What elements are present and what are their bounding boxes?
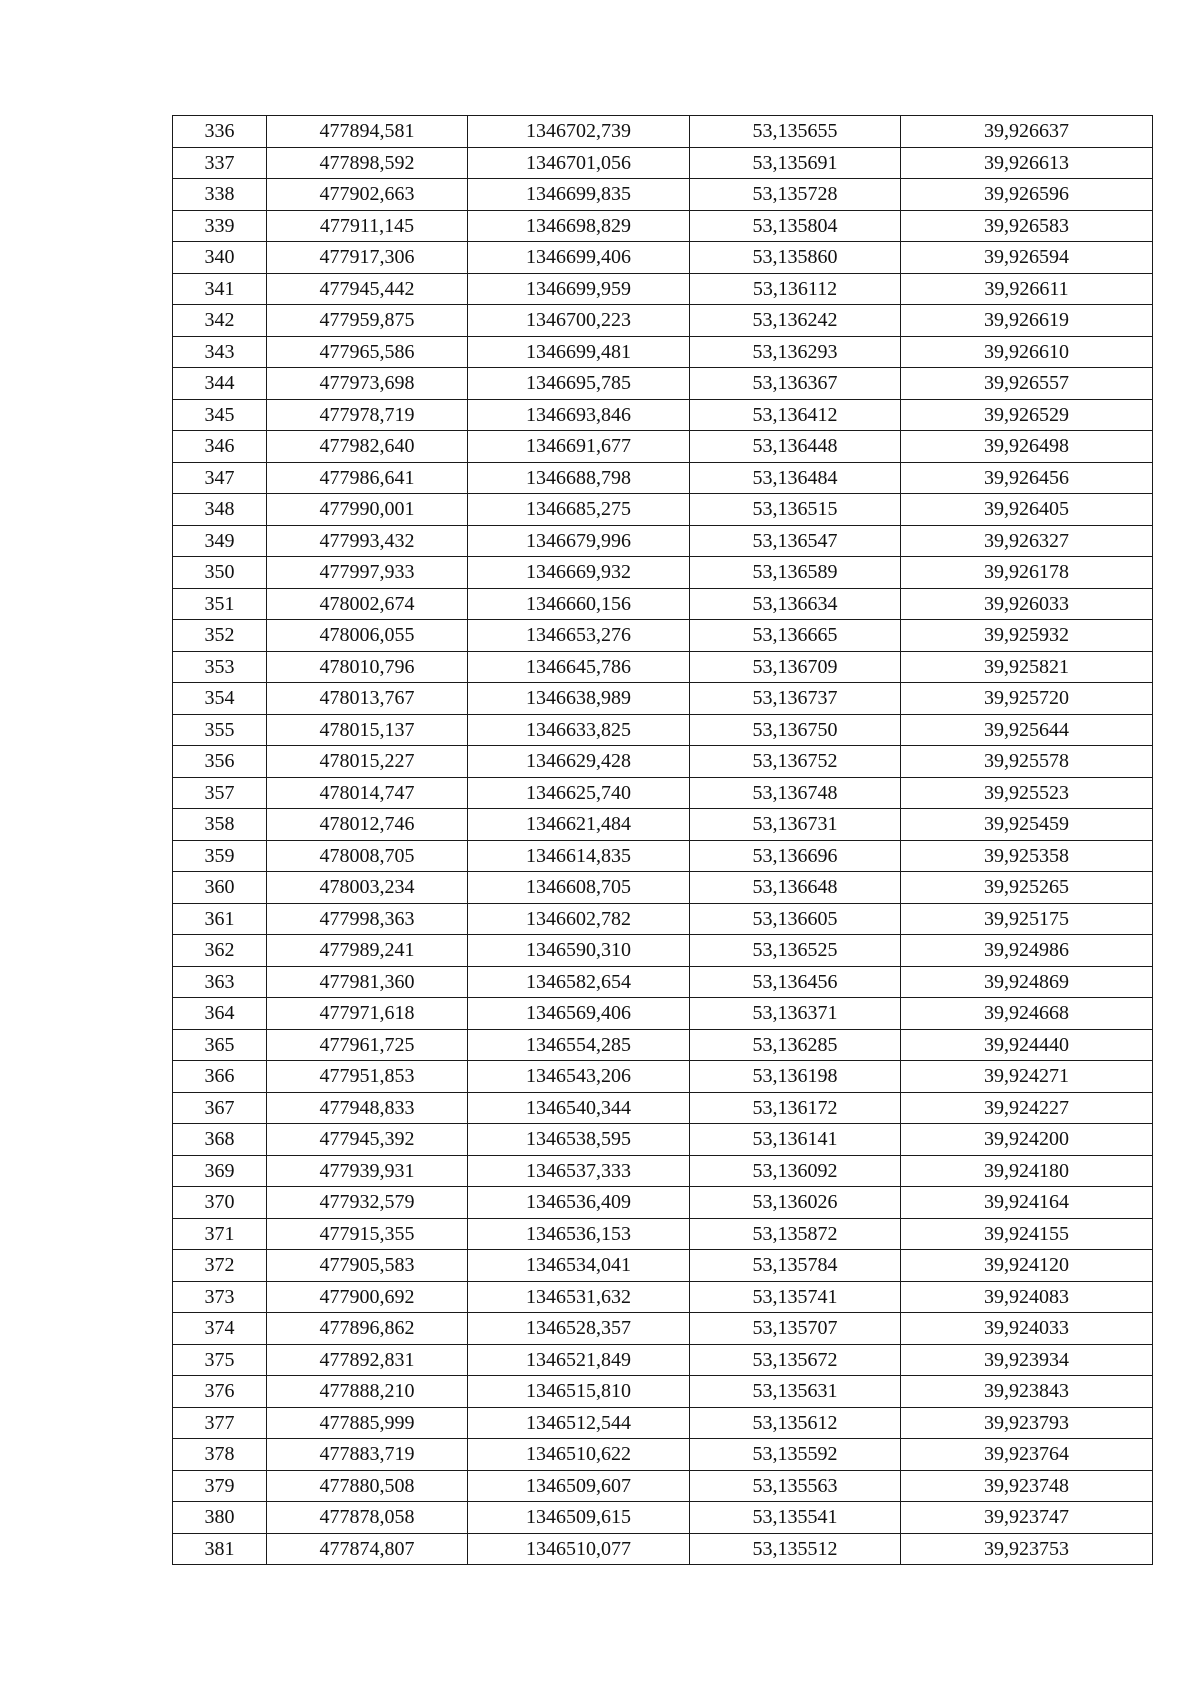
x-coordinate-cell: 478002,674: [267, 588, 468, 620]
table-row: [173, 1187, 1153, 1219]
y-coordinate-cell: 1346621,484: [468, 809, 690, 841]
point-number-cell: 369: [173, 1155, 267, 1187]
point-number-cell: 354: [173, 683, 267, 715]
table-row: [173, 1061, 1153, 1093]
y-coordinate-cell: 1346699,959: [468, 273, 690, 305]
longitude-cell: 39,926557: [901, 368, 1153, 400]
x-coordinate-cell: 477948,833: [267, 1092, 468, 1124]
y-coordinate-cell: 1346521,849: [468, 1344, 690, 1376]
point-number-cell: 375: [173, 1344, 267, 1376]
latitude-cell: 53,135784: [690, 1250, 901, 1282]
y-coordinate-cell: 1346602,782: [468, 903, 690, 935]
point-number-cell: 336: [173, 116, 267, 148]
table-row: [173, 557, 1153, 589]
y-coordinate-cell: 1346695,785: [468, 368, 690, 400]
latitude-cell: 53,136547: [690, 525, 901, 557]
latitude-cell: 53,136456: [690, 966, 901, 998]
y-coordinate-cell: 1346700,223: [468, 305, 690, 337]
y-coordinate-cell: 1346701,056: [468, 147, 690, 179]
table-row: [173, 998, 1153, 1030]
longitude-cell: 39,924033: [901, 1313, 1153, 1345]
table-row: [173, 242, 1153, 274]
longitude-cell: 39,925358: [901, 840, 1153, 872]
x-coordinate-cell: 477959,875: [267, 305, 468, 337]
point-number-cell: 367: [173, 1092, 267, 1124]
longitude-cell: 39,926594: [901, 242, 1153, 274]
x-coordinate-cell: 477888,210: [267, 1376, 468, 1408]
latitude-cell: 53,135563: [690, 1470, 901, 1502]
x-coordinate-cell: 477898,592: [267, 147, 468, 179]
table-row: [173, 1029, 1153, 1061]
x-coordinate-cell: 477961,725: [267, 1029, 468, 1061]
longitude-cell: 39,924164: [901, 1187, 1153, 1219]
latitude-cell: 53,136737: [690, 683, 901, 715]
y-coordinate-cell: 1346510,622: [468, 1439, 690, 1471]
x-coordinate-cell: 477874,807: [267, 1533, 468, 1565]
point-number-cell: 348: [173, 494, 267, 526]
y-coordinate-cell: 1346554,285: [468, 1029, 690, 1061]
latitude-cell: 53,136709: [690, 651, 901, 683]
table-row: [173, 116, 1153, 148]
point-number-cell: 342: [173, 305, 267, 337]
y-coordinate-cell: 1346531,632: [468, 1281, 690, 1313]
x-coordinate-cell: 477945,392: [267, 1124, 468, 1156]
y-coordinate-cell: 1346669,932: [468, 557, 690, 589]
table-row: [173, 1250, 1153, 1282]
latitude-cell: 53,136750: [690, 714, 901, 746]
y-coordinate-cell: 1346534,041: [468, 1250, 690, 1282]
x-coordinate-cell: 478013,767: [267, 683, 468, 715]
y-coordinate-cell: 1346536,409: [468, 1187, 690, 1219]
point-number-cell: 343: [173, 336, 267, 368]
y-coordinate-cell: 1346608,705: [468, 872, 690, 904]
table-row: [173, 1502, 1153, 1534]
point-number-cell: 361: [173, 903, 267, 935]
latitude-cell: 53,136648: [690, 872, 901, 904]
y-coordinate-cell: 1346614,835: [468, 840, 690, 872]
point-number-cell: 346: [173, 431, 267, 463]
x-coordinate-cell: 477973,698: [267, 368, 468, 400]
point-number-cell: 377: [173, 1407, 267, 1439]
table-row: [173, 1124, 1153, 1156]
table-row: [173, 494, 1153, 526]
x-coordinate-cell: 478014,747: [267, 777, 468, 809]
longitude-cell: 39,926498: [901, 431, 1153, 463]
x-coordinate-cell: 477915,355: [267, 1218, 468, 1250]
point-number-cell: 345: [173, 399, 267, 431]
longitude-cell: 39,923748: [901, 1470, 1153, 1502]
point-number-cell: 380: [173, 1502, 267, 1534]
longitude-cell: 39,926178: [901, 557, 1153, 589]
latitude-cell: 53,135672: [690, 1344, 901, 1376]
table-row: [173, 1376, 1153, 1408]
y-coordinate-cell: 1346536,153: [468, 1218, 690, 1250]
latitude-cell: 53,136293: [690, 336, 901, 368]
x-coordinate-cell: 477885,999: [267, 1407, 468, 1439]
table-row: [173, 462, 1153, 494]
x-coordinate-cell: 477896,862: [267, 1313, 468, 1345]
longitude-cell: 39,924440: [901, 1029, 1153, 1061]
table-row: [173, 399, 1153, 431]
point-number-cell: 366: [173, 1061, 267, 1093]
table-row: [173, 273, 1153, 305]
longitude-cell: 39,923747: [901, 1502, 1153, 1534]
point-number-cell: 362: [173, 935, 267, 967]
point-number-cell: 370: [173, 1187, 267, 1219]
x-coordinate-cell: 477989,241: [267, 935, 468, 967]
table-row: [173, 1313, 1153, 1345]
longitude-cell: 39,923793: [901, 1407, 1153, 1439]
x-coordinate-cell: 478006,055: [267, 620, 468, 652]
latitude-cell: 53,135512: [690, 1533, 901, 1565]
point-number-cell: 340: [173, 242, 267, 274]
point-number-cell: 339: [173, 210, 267, 242]
longitude-cell: 39,926619: [901, 305, 1153, 337]
table-row: [173, 1092, 1153, 1124]
longitude-cell: 39,923764: [901, 1439, 1153, 1471]
y-coordinate-cell: 1346569,406: [468, 998, 690, 1030]
latitude-cell: 53,135592: [690, 1439, 901, 1471]
longitude-cell: 39,926583: [901, 210, 1153, 242]
table-row: [173, 809, 1153, 841]
longitude-cell: 39,926529: [901, 399, 1153, 431]
point-number-cell: 379: [173, 1470, 267, 1502]
x-coordinate-cell: 477883,719: [267, 1439, 468, 1471]
table-row: [173, 431, 1153, 463]
y-coordinate-cell: 1346699,481: [468, 336, 690, 368]
point-number-cell: 355: [173, 714, 267, 746]
point-number-cell: 373: [173, 1281, 267, 1313]
latitude-cell: 53,135804: [690, 210, 901, 242]
point-number-cell: 341: [173, 273, 267, 305]
table-row: [173, 1344, 1153, 1376]
longitude-cell: 39,925578: [901, 746, 1153, 778]
y-coordinate-cell: 1346510,077: [468, 1533, 690, 1565]
x-coordinate-cell: 477880,508: [267, 1470, 468, 1502]
point-number-cell: 358: [173, 809, 267, 841]
y-coordinate-cell: 1346699,835: [468, 179, 690, 211]
y-coordinate-cell: 1346645,786: [468, 651, 690, 683]
latitude-cell: 53,136696: [690, 840, 901, 872]
y-coordinate-cell: 1346625,740: [468, 777, 690, 809]
point-number-cell: 376: [173, 1376, 267, 1408]
latitude-cell: 53,136752: [690, 746, 901, 778]
longitude-cell: 39,926637: [901, 116, 1153, 148]
point-number-cell: 381: [173, 1533, 267, 1565]
table-row: [173, 683, 1153, 715]
latitude-cell: 53,136285: [690, 1029, 901, 1061]
table-row: [173, 620, 1153, 652]
x-coordinate-cell: 477990,001: [267, 494, 468, 526]
point-number-cell: 352: [173, 620, 267, 652]
longitude-cell: 39,926456: [901, 462, 1153, 494]
longitude-cell: 39,924227: [901, 1092, 1153, 1124]
longitude-cell: 39,925932: [901, 620, 1153, 652]
x-coordinate-cell: 478003,234: [267, 872, 468, 904]
point-number-cell: 349: [173, 525, 267, 557]
x-coordinate-cell: 477951,853: [267, 1061, 468, 1093]
latitude-cell: 53,136589: [690, 557, 901, 589]
x-coordinate-cell: 477978,719: [267, 399, 468, 431]
y-coordinate-cell: 1346528,357: [468, 1313, 690, 1345]
y-coordinate-cell: 1346515,810: [468, 1376, 690, 1408]
longitude-cell: 39,926033: [901, 588, 1153, 620]
latitude-cell: 53,135541: [690, 1502, 901, 1534]
latitude-cell: 53,135741: [690, 1281, 901, 1313]
y-coordinate-cell: 1346685,275: [468, 494, 690, 526]
x-coordinate-cell: 477997,933: [267, 557, 468, 589]
point-number-cell: 359: [173, 840, 267, 872]
longitude-cell: 39,924986: [901, 935, 1153, 967]
x-coordinate-cell: 477894,581: [267, 116, 468, 148]
point-number-cell: 360: [173, 872, 267, 904]
longitude-cell: 39,925644: [901, 714, 1153, 746]
longitude-cell: 39,926613: [901, 147, 1153, 179]
table-row: [173, 935, 1153, 967]
longitude-cell: 39,923843: [901, 1376, 1153, 1408]
latitude-cell: 53,136141: [690, 1124, 901, 1156]
table-row: [173, 1470, 1153, 1502]
x-coordinate-cell: 477971,618: [267, 998, 468, 1030]
point-number-cell: 350: [173, 557, 267, 589]
table-row: [173, 714, 1153, 746]
latitude-cell: 53,136242: [690, 305, 901, 337]
y-coordinate-cell: 1346702,739: [468, 116, 690, 148]
longitude-cell: 39,926596: [901, 179, 1153, 211]
point-number-cell: 338: [173, 179, 267, 211]
point-number-cell: 368: [173, 1124, 267, 1156]
y-coordinate-cell: 1346698,829: [468, 210, 690, 242]
table-row: [173, 1155, 1153, 1187]
x-coordinate-cell: 477965,586: [267, 336, 468, 368]
x-coordinate-cell: 478008,705: [267, 840, 468, 872]
x-coordinate-cell: 477939,931: [267, 1155, 468, 1187]
point-number-cell: 347: [173, 462, 267, 494]
x-coordinate-cell: 477993,432: [267, 525, 468, 557]
x-coordinate-cell: 477986,641: [267, 462, 468, 494]
latitude-cell: 53,136605: [690, 903, 901, 935]
latitude-cell: 53,136198: [690, 1061, 901, 1093]
table-row: [173, 147, 1153, 179]
longitude-cell: 39,923753: [901, 1533, 1153, 1565]
longitude-cell: 39,925175: [901, 903, 1153, 935]
longitude-cell: 39,925459: [901, 809, 1153, 841]
x-coordinate-cell: 478015,227: [267, 746, 468, 778]
longitude-cell: 39,925821: [901, 651, 1153, 683]
latitude-cell: 53,136026: [690, 1187, 901, 1219]
latitude-cell: 53,136367: [690, 368, 901, 400]
table-row: [173, 1281, 1153, 1313]
point-number-cell: 374: [173, 1313, 267, 1345]
latitude-cell: 53,136112: [690, 273, 901, 305]
latitude-cell: 53,135707: [690, 1313, 901, 1345]
longitude-cell: 39,926405: [901, 494, 1153, 526]
longitude-cell: 39,924120: [901, 1250, 1153, 1282]
table-row: [173, 777, 1153, 809]
table-row: [173, 305, 1153, 337]
latitude-cell: 53,135860: [690, 242, 901, 274]
point-number-cell: 371: [173, 1218, 267, 1250]
x-coordinate-cell: 477878,058: [267, 1502, 468, 1534]
latitude-cell: 53,135612: [690, 1407, 901, 1439]
y-coordinate-cell: 1346679,996: [468, 525, 690, 557]
y-coordinate-cell: 1346629,428: [468, 746, 690, 778]
x-coordinate-cell: 477932,579: [267, 1187, 468, 1219]
point-number-cell: 364: [173, 998, 267, 1030]
y-coordinate-cell: 1346633,825: [468, 714, 690, 746]
table-row: [173, 746, 1153, 778]
y-coordinate-cell: 1346509,607: [468, 1470, 690, 1502]
y-coordinate-cell: 1346660,156: [468, 588, 690, 620]
latitude-cell: 53,136515: [690, 494, 901, 526]
y-coordinate-cell: 1346638,989: [468, 683, 690, 715]
latitude-cell: 53,136172: [690, 1092, 901, 1124]
point-number-cell: 353: [173, 651, 267, 683]
y-coordinate-cell: 1346582,654: [468, 966, 690, 998]
longitude-cell: 39,926611: [901, 273, 1153, 305]
latitude-cell: 53,136525: [690, 935, 901, 967]
table-row: [173, 588, 1153, 620]
point-number-cell: 356: [173, 746, 267, 778]
longitude-cell: 39,926610: [901, 336, 1153, 368]
longitude-cell: 39,924083: [901, 1281, 1153, 1313]
table-row: [173, 210, 1153, 242]
table-row: [173, 1439, 1153, 1471]
x-coordinate-cell: 477911,145: [267, 210, 468, 242]
longitude-cell: 39,924155: [901, 1218, 1153, 1250]
longitude-cell: 39,923934: [901, 1344, 1153, 1376]
latitude-cell: 53,136448: [690, 431, 901, 463]
point-number-cell: 363: [173, 966, 267, 998]
latitude-cell: 53,136665: [690, 620, 901, 652]
y-coordinate-cell: 1346693,846: [468, 399, 690, 431]
table-row: [173, 368, 1153, 400]
longitude-cell: 39,924271: [901, 1061, 1153, 1093]
latitude-cell: 53,136731: [690, 809, 901, 841]
point-number-cell: 344: [173, 368, 267, 400]
x-coordinate-cell: 477900,692: [267, 1281, 468, 1313]
table-row: [173, 1407, 1153, 1439]
point-number-cell: 351: [173, 588, 267, 620]
x-coordinate-cell: 477998,363: [267, 903, 468, 935]
point-number-cell: 337: [173, 147, 267, 179]
latitude-cell: 53,136092: [690, 1155, 901, 1187]
x-coordinate-cell: 477902,663: [267, 179, 468, 211]
y-coordinate-cell: 1346509,615: [468, 1502, 690, 1534]
latitude-cell: 53,135631: [690, 1376, 901, 1408]
table-row: [173, 903, 1153, 935]
y-coordinate-cell: 1346540,344: [468, 1092, 690, 1124]
y-coordinate-cell: 1346699,406: [468, 242, 690, 274]
longitude-cell: 39,925523: [901, 777, 1153, 809]
point-number-cell: 365: [173, 1029, 267, 1061]
longitude-cell: 39,926327: [901, 525, 1153, 557]
table-row: [173, 1533, 1153, 1565]
longitude-cell: 39,924668: [901, 998, 1153, 1030]
x-coordinate-cell: 478012,746: [267, 809, 468, 841]
coordinates-table: [172, 115, 1153, 1565]
coordinates-table-body: [173, 116, 1153, 1565]
latitude-cell: 53,136634: [690, 588, 901, 620]
latitude-cell: 53,135655: [690, 116, 901, 148]
point-number-cell: 357: [173, 777, 267, 809]
latitude-cell: 53,135691: [690, 147, 901, 179]
y-coordinate-cell: 1346537,333: [468, 1155, 690, 1187]
point-number-cell: 372: [173, 1250, 267, 1282]
latitude-cell: 53,136748: [690, 777, 901, 809]
table-row: [173, 336, 1153, 368]
x-coordinate-cell: 478015,137: [267, 714, 468, 746]
y-coordinate-cell: 1346691,677: [468, 431, 690, 463]
latitude-cell: 53,135728: [690, 179, 901, 211]
table-row: [173, 651, 1153, 683]
y-coordinate-cell: 1346653,276: [468, 620, 690, 652]
x-coordinate-cell: 477917,306: [267, 242, 468, 274]
y-coordinate-cell: 1346538,595: [468, 1124, 690, 1156]
table-row: [173, 966, 1153, 998]
table-row: [173, 179, 1153, 211]
latitude-cell: 53,135872: [690, 1218, 901, 1250]
longitude-cell: 39,924869: [901, 966, 1153, 998]
y-coordinate-cell: 1346512,544: [468, 1407, 690, 1439]
latitude-cell: 53,136484: [690, 462, 901, 494]
latitude-cell: 53,136412: [690, 399, 901, 431]
longitude-cell: 39,925720: [901, 683, 1153, 715]
x-coordinate-cell: 477945,442: [267, 273, 468, 305]
table-row: [173, 840, 1153, 872]
longitude-cell: 39,924180: [901, 1155, 1153, 1187]
y-coordinate-cell: 1346688,798: [468, 462, 690, 494]
longitude-cell: 39,924200: [901, 1124, 1153, 1156]
y-coordinate-cell: 1346543,206: [468, 1061, 690, 1093]
longitude-cell: 39,925265: [901, 872, 1153, 904]
table-row: [173, 872, 1153, 904]
x-coordinate-cell: 477905,583: [267, 1250, 468, 1282]
x-coordinate-cell: 477981,360: [267, 966, 468, 998]
point-number-cell: 378: [173, 1439, 267, 1471]
y-coordinate-cell: 1346590,310: [468, 935, 690, 967]
x-coordinate-cell: 477892,831: [267, 1344, 468, 1376]
x-coordinate-cell: 478010,796: [267, 651, 468, 683]
table-row: [173, 1218, 1153, 1250]
table-row: [173, 525, 1153, 557]
x-coordinate-cell: 477982,640: [267, 431, 468, 463]
latitude-cell: 53,136371: [690, 998, 901, 1030]
